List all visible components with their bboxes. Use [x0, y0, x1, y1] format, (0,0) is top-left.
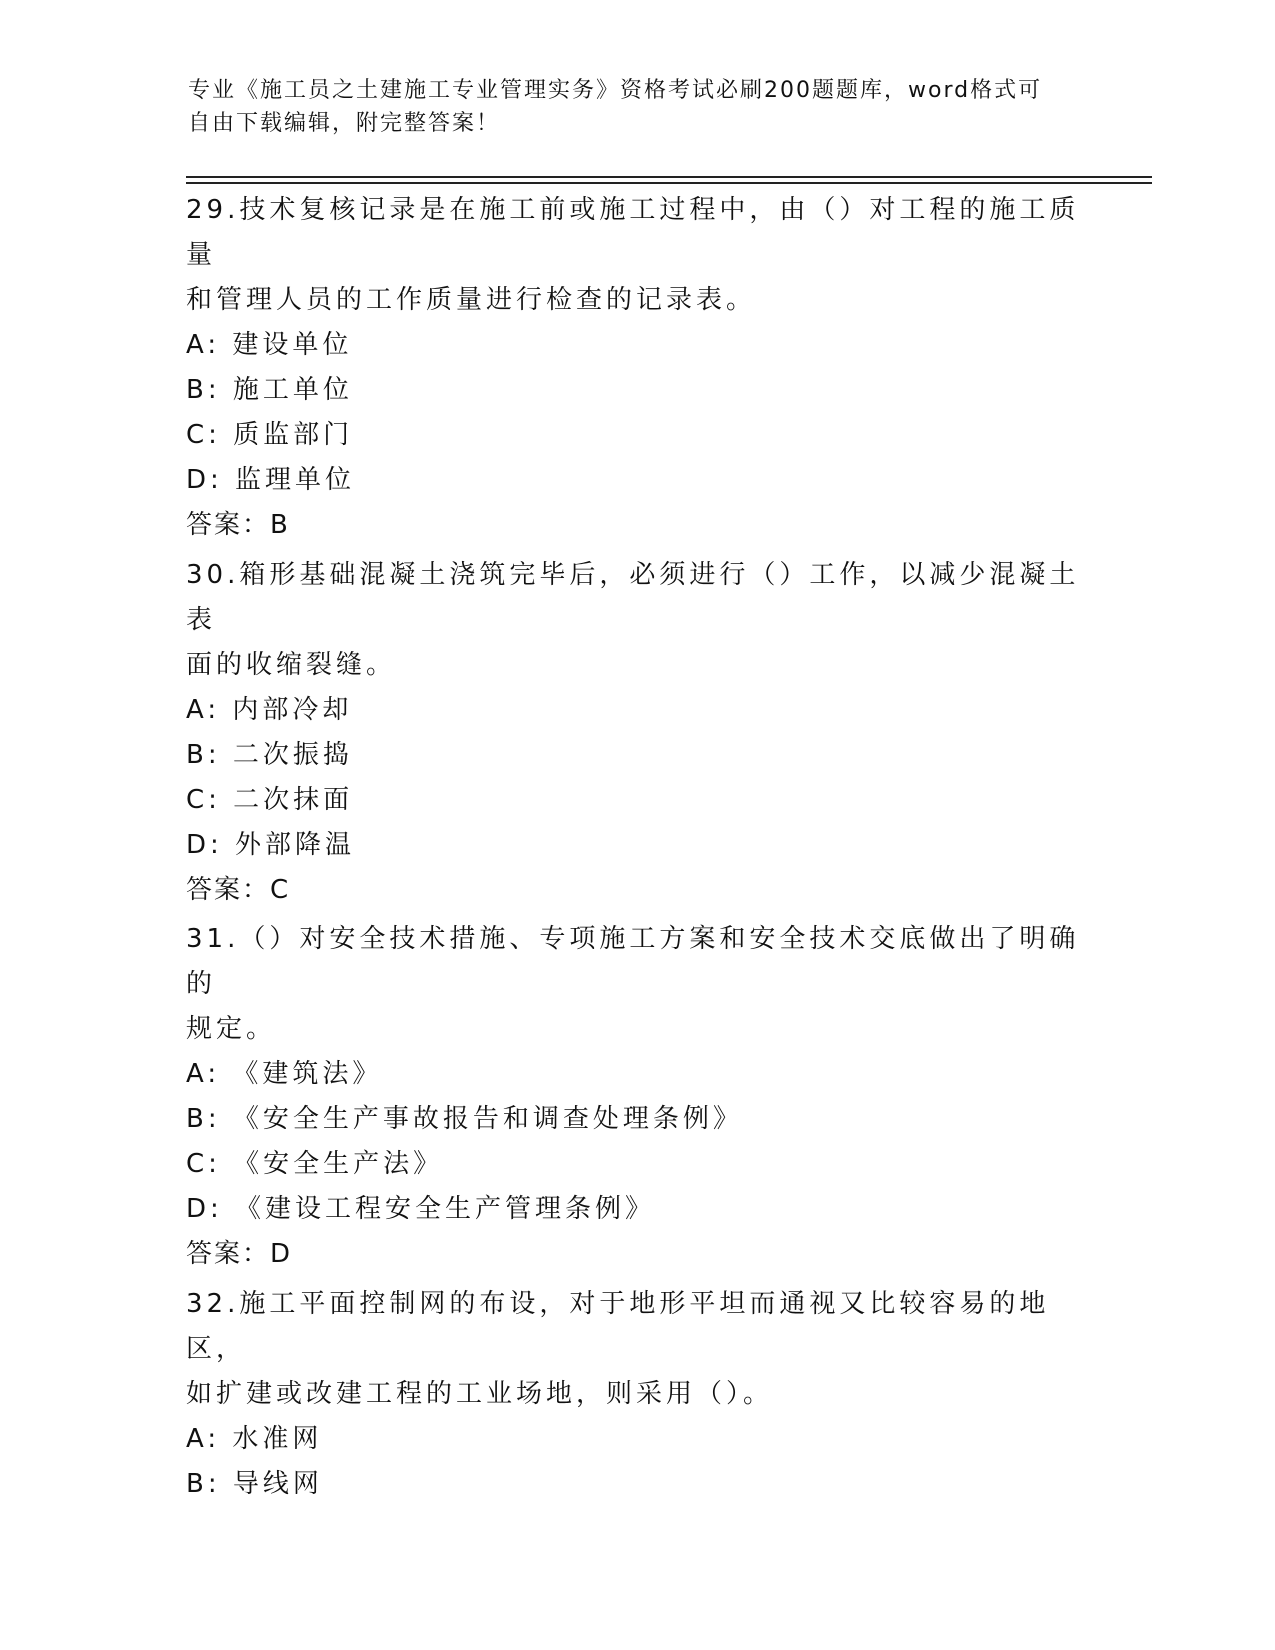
question-29	[186, 188, 1086, 548]
option-c: C: 质监部门	[186, 420, 354, 450]
question-stem: 29.技术复核记录是在施工前或施工过程中，由（）对工程的施工质量 和管理人员的工作质量进行检查的记录表。	[186, 195, 1080, 315]
answer: 答案：B	[186, 510, 290, 540]
question-stem: 32.施工平面控制网的布设，对于地形平坦而通视又比较容易的地区， 如扩建或改建工程的工业场地，则采用（）。	[186, 1289, 1050, 1409]
option-a: A: 《建筑法》	[186, 1059, 383, 1089]
question-30	[186, 553, 1086, 913]
option-a: A: 建设单位	[186, 330, 353, 360]
answer: 答案：D	[186, 1239, 293, 1269]
option-a: A: 内部冷却	[186, 695, 353, 725]
option-d: D: 《建设工程安全生产管理条例》	[186, 1194, 656, 1224]
question-32	[186, 1282, 1086, 1507]
option-c: C: 《安全生产法》	[186, 1149, 444, 1179]
option-a: A: 水准网	[186, 1424, 323, 1454]
document-header: 专业《施工员之土建施工专业管理实务》资格考试必刷200题题库，word格式可 自由下载编辑，附完整答案！	[188, 78, 1043, 136]
option-d: D: 外部降温	[186, 830, 356, 860]
option-b: B: 《安全生产事故报告和调查处理条例》	[186, 1104, 743, 1134]
header-divider-top	[186, 176, 1152, 178]
option-c: C: 二次抹面	[186, 785, 354, 815]
header-divider-bottom	[186, 182, 1152, 184]
question-stem: 30.箱形基础混凝土浇筑完毕后，必须进行（）工作，以减少混凝土表 面的收缩裂缝。	[186, 560, 1080, 680]
option-b: B: 二次振捣	[186, 740, 353, 770]
answer: 答案：C	[186, 875, 291, 905]
question-31	[186, 917, 1086, 1277]
question-stem: 31.（）对安全技术措施、专项施工方案和安全技术交底做出了明确的 规定。	[186, 924, 1080, 1044]
option-b: B: 施工单位	[186, 375, 353, 405]
option-b: B: 导线网	[186, 1469, 323, 1499]
option-d: D: 监理单位	[186, 465, 356, 495]
